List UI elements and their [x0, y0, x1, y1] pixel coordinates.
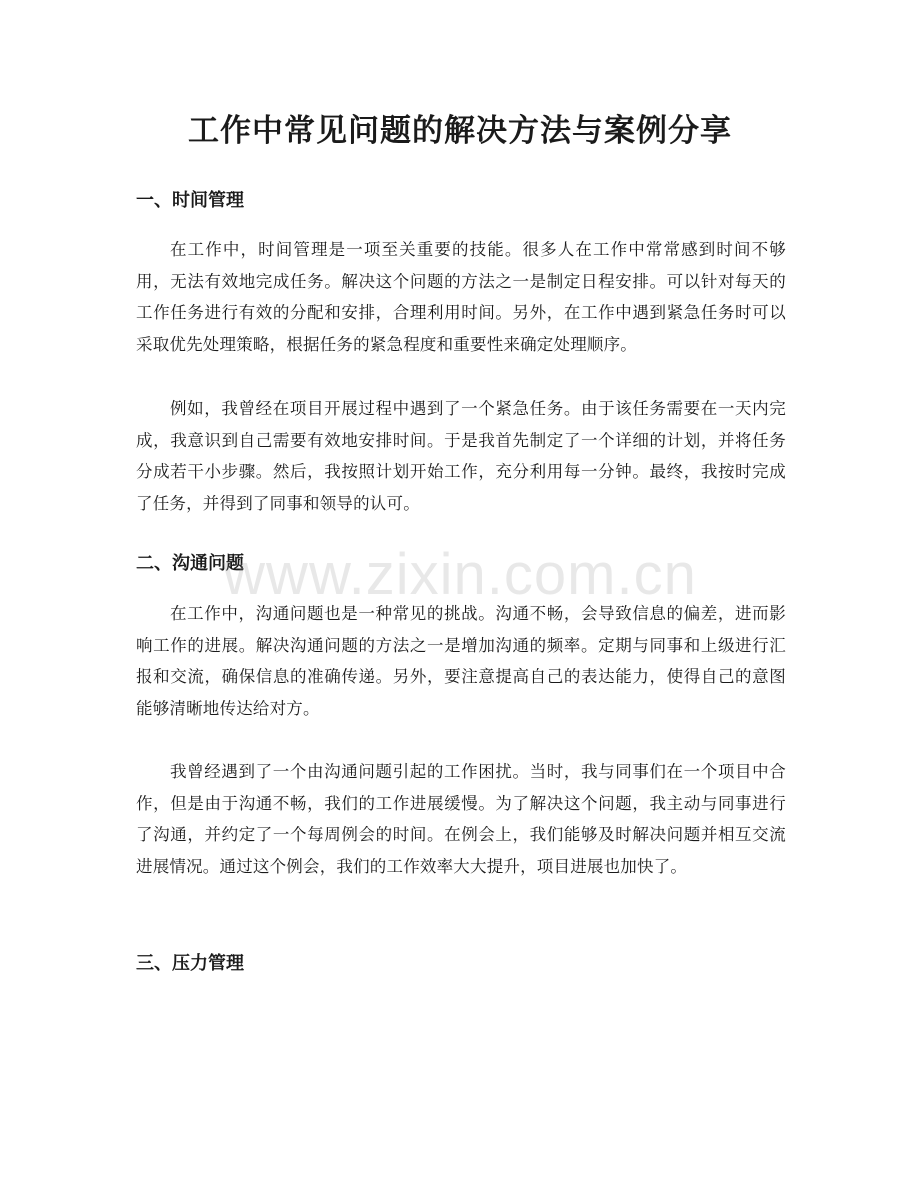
paragraph-communication-2: 我曾经遇到了一个由沟通问题引起的工作困扰。当时，我与同事们在一个项目中合作，但是由于沟通不畅，我们的工作进展缓慢。为了解决这个问题，我主动与同事进行了沟通，并约定了一个每周例会的时间。在例会上，我们能够及时解决问题并相互交流进展情况。通过这个例会，我们的工作效率大大提升，项目进展也加快了。 [136, 762, 786, 876]
section-heading-time-management: 一、时间管理 [136, 190, 244, 211]
paragraph-communication-1: 在工作中，沟通问题也是一种常见的挑战。沟通不畅，会导致信息的偏差，进而影响工作的进展。解决沟通问题的方法之一是增加沟通的频率。定期与同事和上级进行汇报和交流，确保信息的准确传递。另外，要注意提高自己的表达能力，使得自己的意图能够清晰地传达给对方。 [136, 604, 786, 718]
section-heading-stress-management: 三、压力管理 [136, 953, 244, 974]
paragraph-time-management-2: 例如，我曾经在项目开展过程中遇到了一个紧急任务。由于该任务需要在一天内完成，我意识到自己需要有效地安排时间。于是我首先制定了一个详细的计划，并将任务分成若干小步骤。然后，我按照计划开始工作，充分利用每一分钟。最终，我按时完成了任务，并得到了同事和领导的认可。 [136, 399, 786, 513]
section-heading-communication: 二、沟通问题 [136, 553, 244, 574]
watermark: www.zixin.com.cn [223, 542, 697, 607]
paragraph-time-management-1: 在工作中，时间管理是一项至关重要的技能。很多人在工作中常常感到时间不够用，无法有效地完成任务。解决这个问题的方法之一是制定日程安排。可以针对每天的工作任务进行有效的分配和安排，合理利用时间。另外，在工作中遇到紧急任务时可以采取优先处理策略，根据任务的紧急程度和重要性来确定处理顺序。 [136, 240, 786, 354]
document-title: 工作中常见问题的解决方法与案例分享 [188, 113, 732, 149]
